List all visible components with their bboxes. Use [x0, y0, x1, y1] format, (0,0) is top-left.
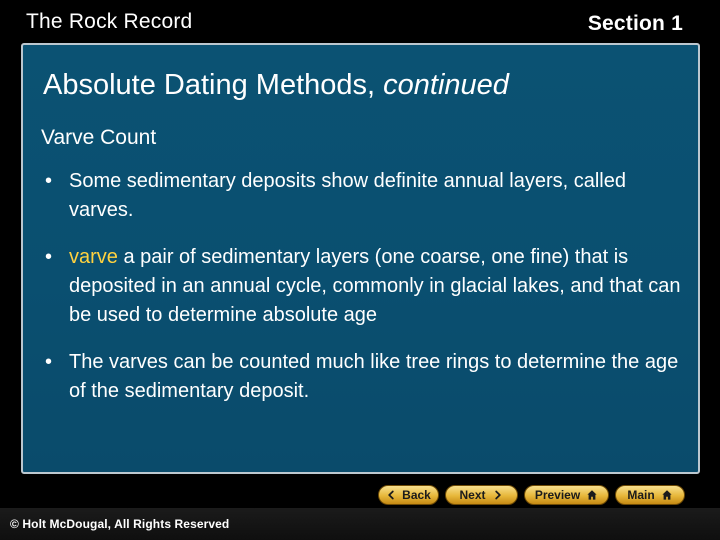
definition-text: a pair of sedimentary layers (one coarse, one fine) that is deposited in an annual cycle, commonly in glacial lakes, and that can be used to determine absolute age: [69, 246, 681, 326]
slide-title: [43, 67, 683, 103]
main-label: Main: [627, 488, 655, 502]
subheading: Varve Count: [41, 126, 157, 149]
chapter-title: The Rock Record: [26, 10, 193, 33]
next-label: Next: [459, 488, 486, 502]
chevron-right-icon: [492, 489, 504, 501]
bullet-text: The varves can be counted much like tree rings to determine the age of the sedimentary deposit.: [69, 351, 679, 402]
preview-label: Preview: [534, 488, 581, 502]
house-icon: [661, 489, 673, 501]
content-panel: [21, 43, 700, 474]
bullet-item: [41, 348, 687, 406]
slide-title-emphasis: continued: [383, 69, 509, 101]
back-label: Back: [402, 488, 431, 502]
bullet-list: [41, 167, 687, 424]
bullet-text: Some sedimentary deposits show definite annual layers, called varves.: [69, 170, 626, 221]
bullet-item: [41, 167, 687, 225]
chevron-left-icon: [386, 489, 396, 501]
bullet-marker: •: [45, 170, 53, 192]
preview-button[interactable]: [524, 485, 609, 505]
slide-title-main: Absolute Dating Methods,: [43, 69, 384, 101]
definition-term: varve: [69, 246, 118, 268]
copyright-text: © Holt McDougal, All Rights Reserved: [10, 517, 230, 531]
bullet-marker: •: [45, 246, 53, 268]
navigation-bar: [378, 485, 685, 505]
house-icon: [586, 489, 598, 501]
back-button[interactable]: [378, 485, 439, 505]
bullet-marker: •: [45, 351, 53, 373]
bullet-item-definition: [41, 243, 687, 330]
next-button[interactable]: [445, 485, 518, 505]
section-label: Section 1: [587, 12, 683, 35]
main-button[interactable]: [615, 485, 685, 505]
footer-bar: [0, 508, 720, 540]
